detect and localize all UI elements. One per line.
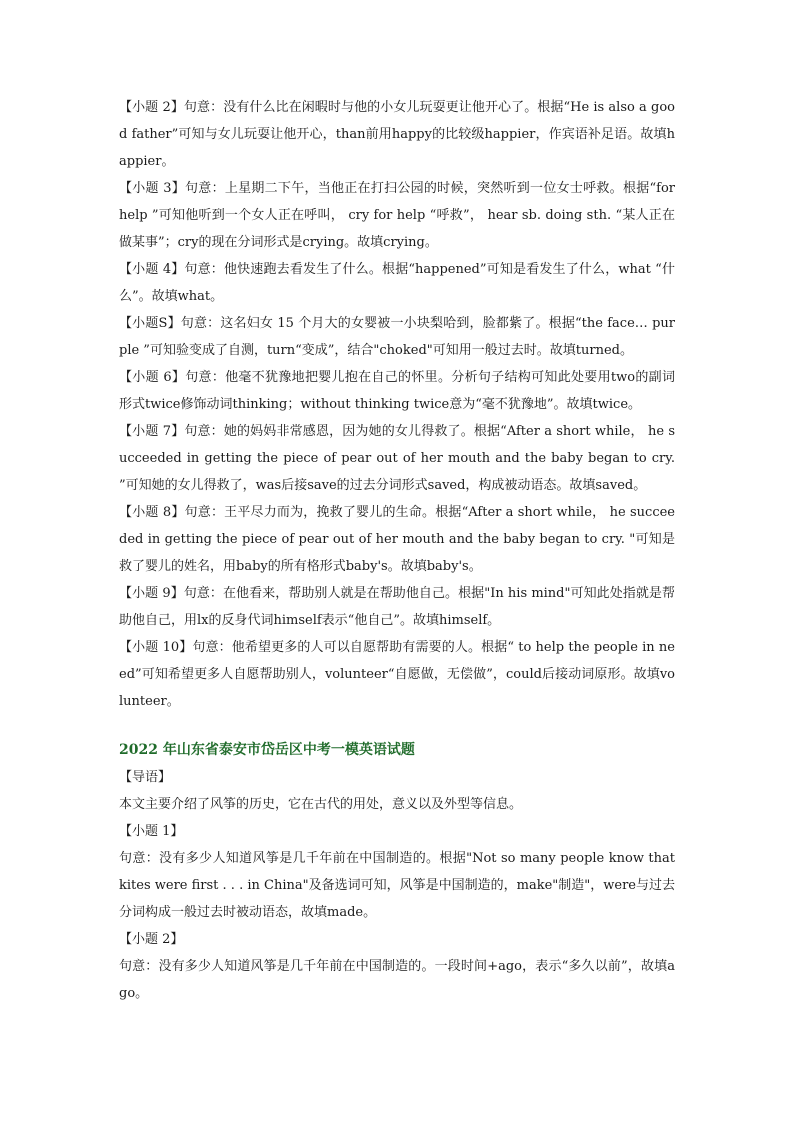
document-page bbox=[119, 94, 675, 1007]
exam-section bbox=[119, 736, 675, 1007]
explanation-paragraph: 句意：没有多少人知道风筝是几千年前在中国制造的。根据"Not so many people know that kites were first . . . in China"及备选词可知，风筝是中国制造的，make"制造"，were与过去分词构成一般过去时被动语态，故填made。 bbox=[119, 851, 675, 920]
explanation-paragraph: 【小题 2】句意：没有什么比在闲暇时与他的小女儿玩耍更让他开心了。根据“He is also a good father”可知与女儿玩耍让他开心，than前用happy的比较级happier，作宾语补足语。故填happier。 bbox=[119, 100, 675, 169]
guide-text: 本文主要介绍了风筝的历史，它在古代的用处，意义以及外型等信息。 bbox=[119, 797, 523, 812]
explanation-paragraph: 【小题S】句意：这名妇女 15 个月大的女婴被一小块梨哈到，脸都紫了。根据“the face… purple ”可知验变成了自测，turn“变成”，结合"choked"可知用一般过去时。故填turned。 bbox=[119, 316, 675, 358]
question-label: 【小题 1】 bbox=[119, 824, 184, 839]
explanation-paragraph: 句意：没有多少人知道风筝是几千年前在中国制造的。一段时间+ago，表示“多久以前”，故填ago。 bbox=[119, 959, 675, 1001]
question-label: 【小题 2】 bbox=[119, 932, 184, 947]
explanation-paragraph: 【小题 3】句意：上星期二下午，当他正在打扫公园的时候，突然听到一位女士呼救。根据“for help ”可知他听到一个女人正在呼叫， cry for help “呼救”， hear sb. doing sth. “某人正在做某事”；cry的现在分词形式是crying。故填crying。 bbox=[119, 181, 675, 250]
explanation-paragraph: 【小题 8】句意：王平尽力而为，挽救了婴儿的生命。根据“After a short while， he succeeded in getting the piece of pear out of her mouth and the baby began to cry. "可知是救了婴儿的姓名，用baby的所有格形式baby's。故填baby's。 bbox=[119, 505, 675, 574]
explanation-paragraph: 【小题 6】句意：他毫不犹豫地把婴儿抱在自己的怀里。分析句子结构可知此处要用two的副词形式twice修饰动词thinking；without thinking twice意为“毫不犹豫地”。故填twice。 bbox=[119, 370, 675, 412]
explanation-paragraph: 【小题 10】句意：他希望更多的人可以自愿帮助有需要的人。根据“ to help the people in need”可知希望更多人自愿帮助别人，volunteer“自愿做，无偿做”，could后接动词原形。故填volunteer。 bbox=[119, 640, 675, 709]
guide-heading: 【导语】 bbox=[119, 770, 172, 785]
section-title: 2022 年山东省泰安市岱岳区中考一模英语试题 bbox=[119, 742, 415, 758]
section-spacer bbox=[119, 715, 675, 736]
explanation-paragraph: 【小题 7】句意：她的妈妈非常感恩，因为她的女儿得救了。根据“After a short while， he succeeded in getting the piece of pear out of her mouth and the baby began to cry. ”可知她的女儿得救了，was后接save的过去分词形式saved，构成被动语态。故填saved。 bbox=[119, 424, 675, 493]
explanation-paragraph: 【小题 9】句意：在他看来，帮助别人就是在帮助他自己。根据"In his mind"可知此处指就是帮助他自己，用lx的反身代词himself表示“他自己”。故填himself。 bbox=[119, 586, 675, 628]
explanation-paragraph: 【小题 4】句意：他快速跑去看发生了什么。根据“happened”可知是看发生了什么，what “什么”。故填what。 bbox=[119, 262, 675, 304]
answer-explanations-section bbox=[119, 94, 675, 715]
